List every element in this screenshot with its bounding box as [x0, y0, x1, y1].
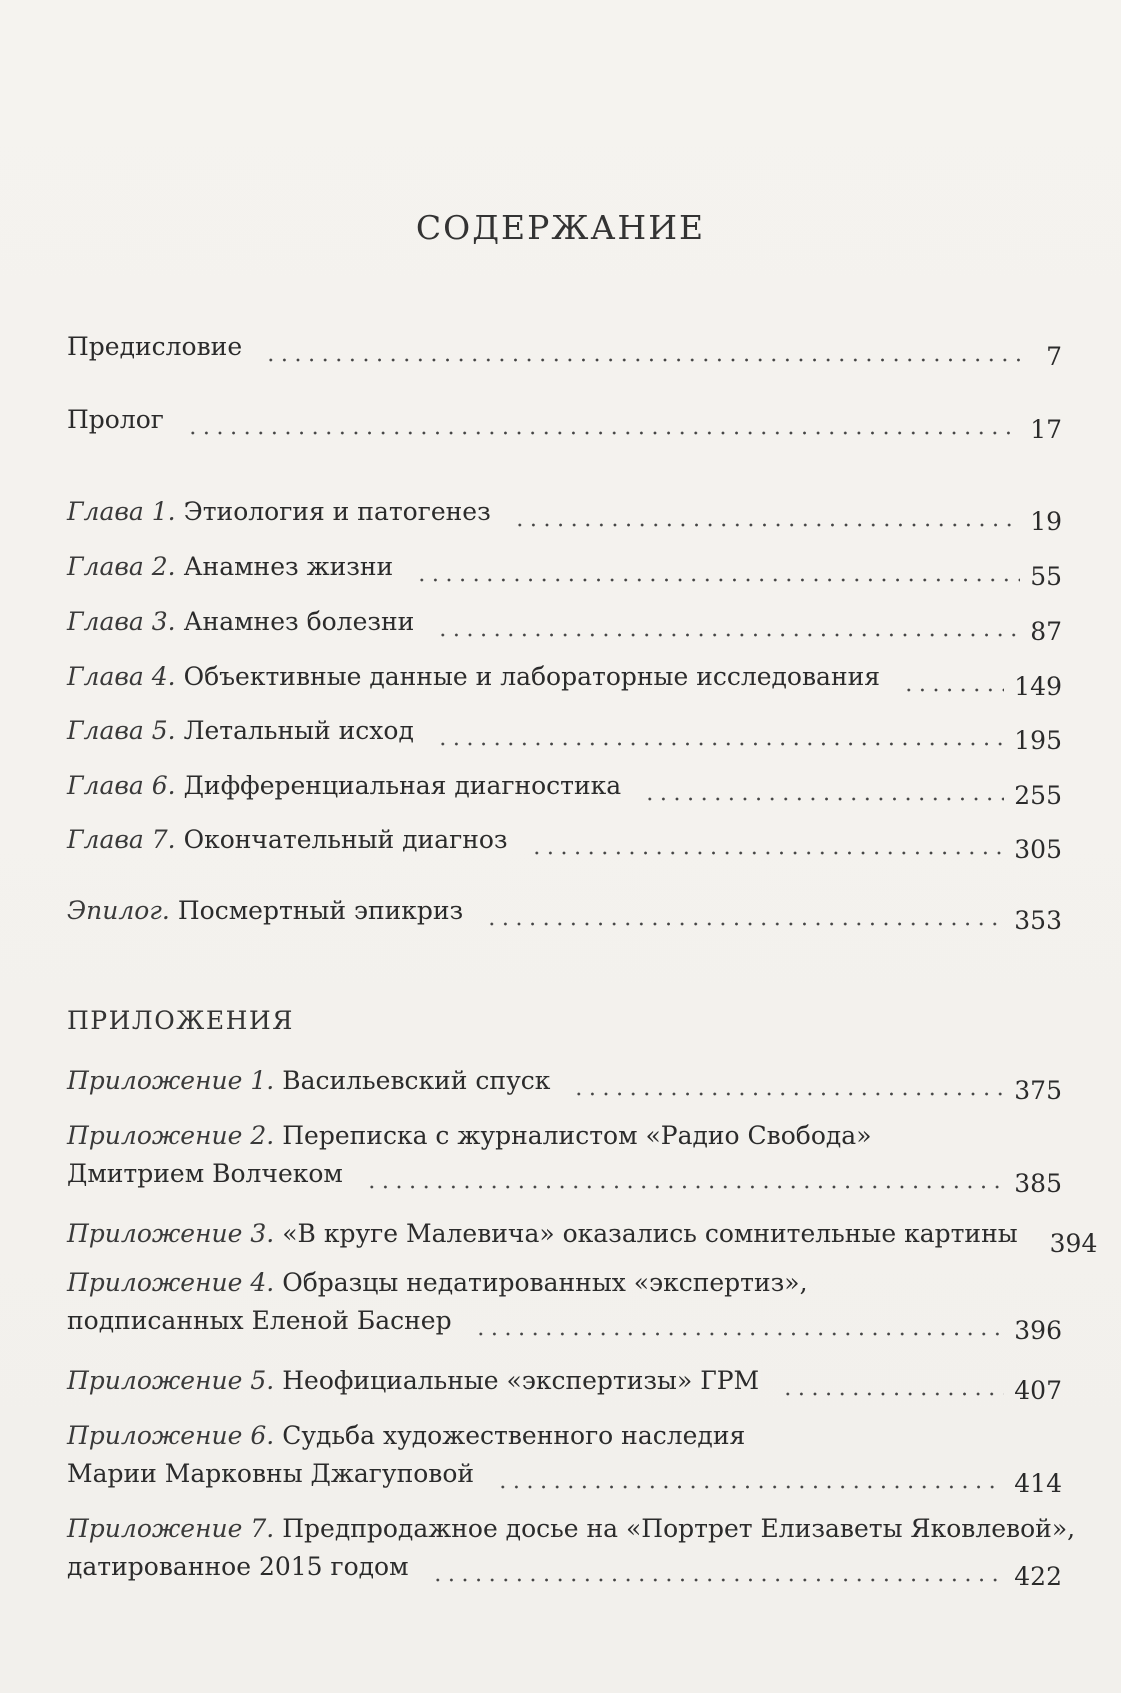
toc-entry-chapter [67, 660, 1062, 701]
dot-leader [643, 773, 1004, 803]
page-number: 396 [1014, 1316, 1062, 1345]
toc-entry-chapter [67, 714, 1062, 755]
dot-leader [264, 334, 1022, 364]
dot-leader [474, 1308, 1005, 1338]
dot-leader [496, 1461, 1004, 1491]
toc-entry-appendix [67, 1064, 1062, 1105]
toc-entry-chapter [67, 769, 1062, 810]
entry-text: «В круге Малевича» оказались сомнительные картины [282, 1219, 1018, 1248]
dot-leader [431, 1554, 1005, 1584]
entry-label: Приложение 1. [67, 1066, 275, 1095]
dot-leader [781, 1368, 1004, 1398]
toc-entry-appendix [67, 1266, 1062, 1345]
entry-text: Окончательный диагноз [183, 825, 508, 854]
page-title: СОДЕРЖАНИЕ [415, 208, 706, 247]
toc-entry-appendix [67, 1364, 1062, 1405]
entry-text: Образцы недатированных «экспертиз», [282, 1268, 808, 1297]
entry-text-continued: Марии Марковны Джагуповой [67, 1459, 475, 1488]
toc-entry-prologue [67, 403, 1062, 444]
entry-label: Глава 1. [67, 497, 176, 526]
entry-text-continued: Дмитрием Волчеком [67, 1159, 343, 1188]
entry-text: Дифференциальная диагностика [183, 771, 622, 800]
toc-entry-chapter [67, 550, 1062, 591]
entry-label: Глава 5. [67, 716, 176, 745]
entry-text: Неофициальные «экспертизы» ГРМ [282, 1366, 760, 1395]
entry-text: Посмертный эпикриз [177, 896, 464, 925]
dot-leader [186, 407, 1020, 437]
entry-text: Этиология и патогенез [183, 497, 491, 526]
page-number: 149 [1014, 672, 1062, 701]
entry-label: Глава 6. [67, 771, 176, 800]
toc-entry-appendix [67, 1512, 1076, 1591]
page-number: 385 [1014, 1169, 1062, 1198]
toc-entry-chapter [67, 605, 1062, 646]
page-number: 7 [1046, 342, 1062, 371]
dot-leader [436, 609, 1020, 639]
toc-entry-epilogue [67, 894, 1062, 935]
entry-label: Приложение 2. [67, 1121, 275, 1150]
page-number: 394 [1049, 1229, 1098, 1258]
dot-leader [572, 1068, 1004, 1098]
page-number: 407 [1014, 1376, 1062, 1405]
page-number: 195 [1014, 726, 1062, 755]
entry-label: Приложение 7. [67, 1514, 275, 1543]
page-number: 305 [1014, 835, 1062, 864]
toc-entry-chapter [67, 495, 1062, 536]
dot-leader [415, 554, 1020, 584]
entry-text: Переписка с журналистом «Радио Свобода» [282, 1121, 872, 1150]
entry-text: Предисловие [67, 332, 243, 361]
dot-leader [485, 898, 1004, 928]
entry-text: Судьба художественного наследия [282, 1421, 746, 1450]
page-number: 19 [1030, 507, 1062, 536]
page-number: 422 [1014, 1562, 1062, 1591]
entry-label: Приложение 5. [67, 1366, 275, 1395]
dot-leader [530, 827, 1005, 857]
entry-text: Предпродажное досье на «Портрет Елизаветы Яковлевой», [282, 1514, 1076, 1543]
entry-text: Анамнез жизни [183, 552, 394, 581]
entry-label: Приложение 6. [67, 1421, 275, 1450]
entry-label: Глава 2. [67, 552, 176, 581]
entry-label: Глава 4. [67, 662, 176, 691]
page-number: 255 [1014, 781, 1062, 810]
page-number: 375 [1014, 1076, 1062, 1105]
toc-entry-preface [67, 330, 1062, 371]
toc-entry-appendix [67, 1419, 1062, 1498]
entry-text: Летальный исход [183, 716, 414, 745]
entry-text: Объективные данные и лабораторные исследования [183, 662, 881, 691]
entry-label: Глава 7. [67, 825, 176, 854]
entry-label: Приложение 3. [67, 1219, 275, 1248]
dot-leader [436, 718, 1004, 748]
entry-text-continued: подписанных Еленой Баснер [67, 1306, 452, 1335]
entry-label: Приложение 4. [67, 1268, 275, 1297]
toc-entry-chapter [67, 823, 1062, 864]
entry-text-continued: датированное 2015 годом [67, 1552, 409, 1581]
page-number: 55 [1030, 562, 1062, 591]
entry-text: Анамнез болезни [183, 607, 415, 636]
page-number: 17 [1030, 415, 1062, 444]
page-number: 353 [1014, 906, 1062, 935]
entry-label: Эпилог. [67, 896, 170, 925]
page-number: 87 [1030, 617, 1062, 646]
appendices-heading: ПРИЛОЖЕНИЯ [67, 1006, 294, 1035]
page-number: 414 [1014, 1469, 1062, 1498]
entry-text: Васильевский спуск [282, 1066, 551, 1095]
toc-entry-appendix [67, 1119, 1062, 1198]
entry-text: Пролог [67, 405, 164, 434]
dot-leader [902, 664, 1004, 694]
toc-entry-appendix [67, 1217, 1098, 1258]
dot-leader [513, 499, 1020, 529]
entry-label: Глава 3. [67, 607, 176, 636]
dot-leader [365, 1161, 1004, 1191]
